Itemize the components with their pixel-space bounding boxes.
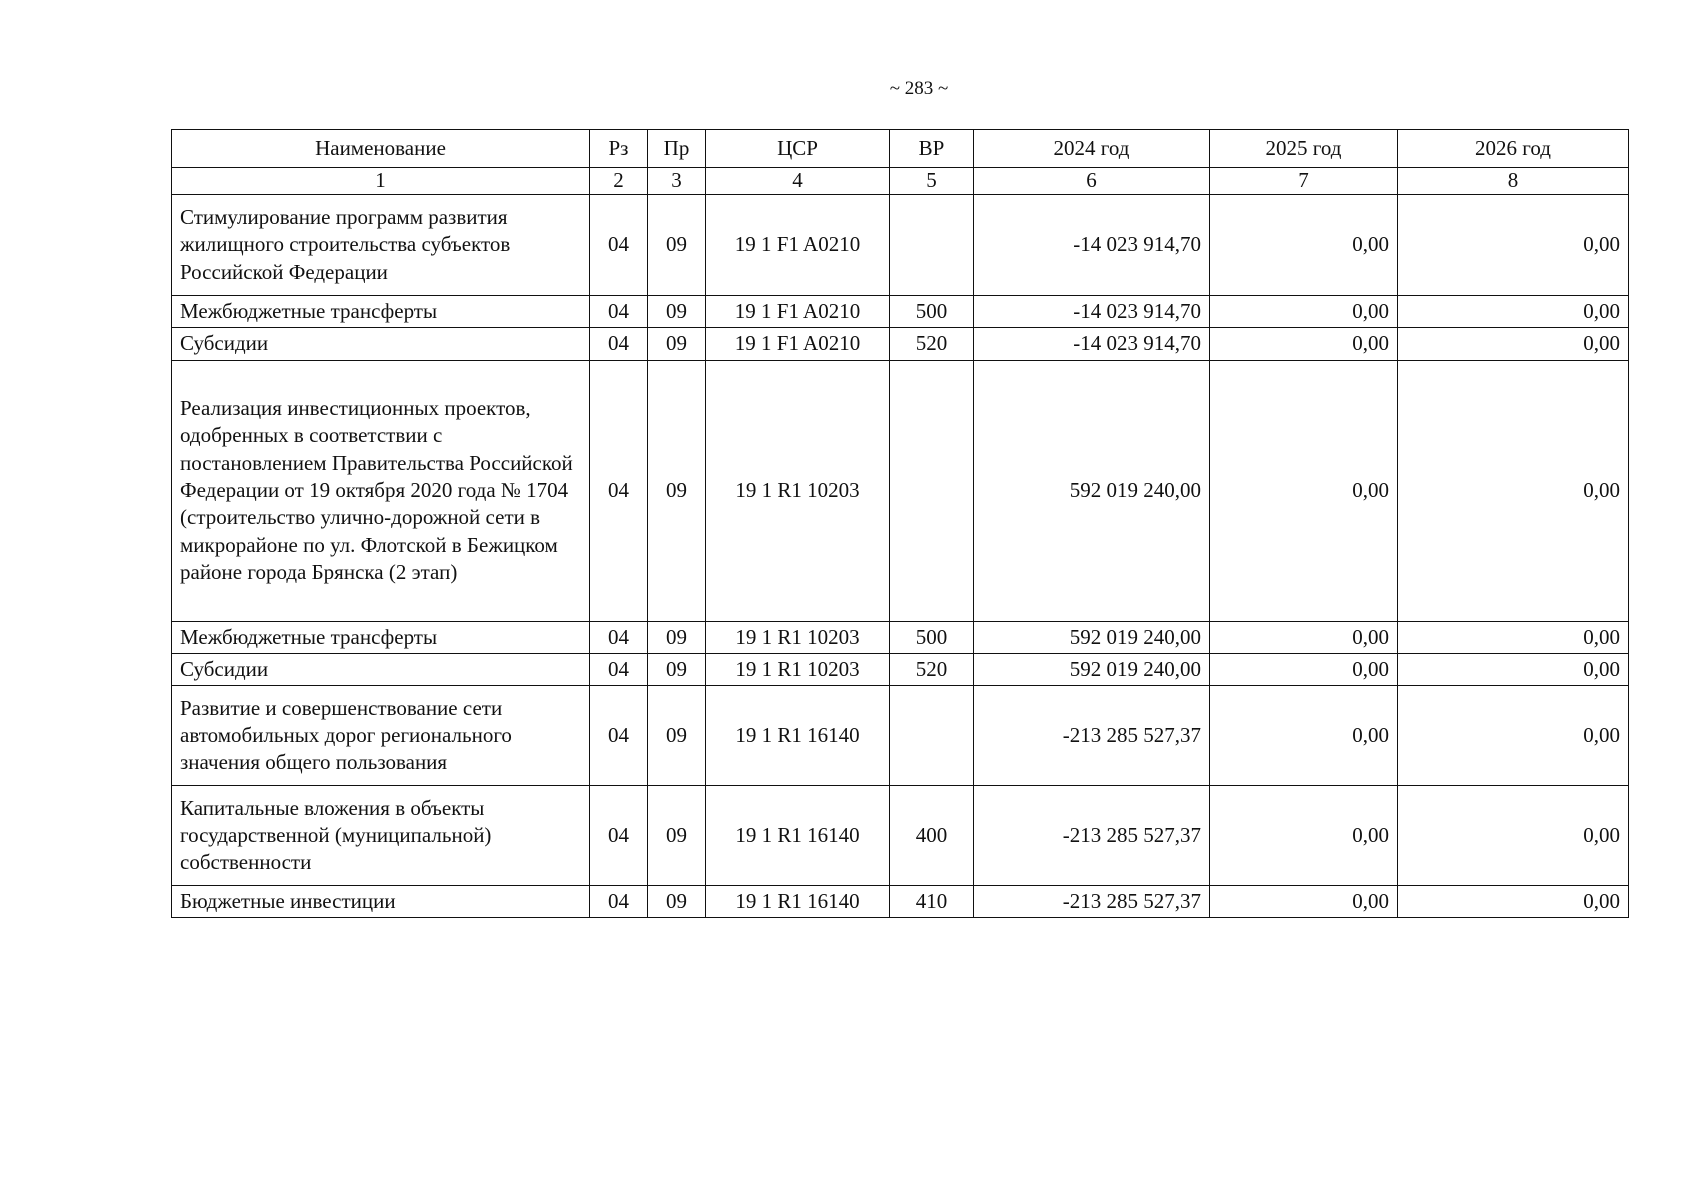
- row-vr: 400: [890, 786, 974, 886]
- row-2024: -213 285 527,37: [974, 786, 1210, 886]
- column-index: 6: [974, 168, 1210, 195]
- header-rz: Рз: [590, 130, 648, 168]
- row-2025: 0,00: [1210, 686, 1398, 786]
- row-rz: 04: [590, 621, 648, 653]
- row-rz: 04: [590, 653, 648, 685]
- row-csr: 19 1 F1 A0210: [706, 328, 890, 360]
- header-2024: 2024 год: [974, 130, 1210, 168]
- row-2026: 0,00: [1398, 328, 1629, 360]
- row-rz: 04: [590, 360, 648, 621]
- row-name: Капитальные вложения в объекты государственной (муниципальной) собственности: [172, 786, 590, 886]
- row-vr: 500: [890, 296, 974, 328]
- row-2025: 0,00: [1210, 653, 1398, 685]
- row-2026: 0,00: [1398, 886, 1629, 918]
- row-csr: 19 1 F1 A0210: [706, 195, 890, 296]
- row-2024: 592 019 240,00: [974, 653, 1210, 685]
- row-2025: 0,00: [1210, 296, 1398, 328]
- row-rz: 04: [590, 886, 648, 918]
- table-row: [172, 653, 1629, 685]
- table-row: [172, 195, 1629, 296]
- row-2026: 0,00: [1398, 195, 1629, 296]
- row-2024: -14 023 914,70: [974, 296, 1210, 328]
- table-row: [172, 786, 1629, 886]
- header-row: [172, 130, 1629, 168]
- row-pr: 09: [648, 653, 706, 685]
- header-csr: ЦСР: [706, 130, 890, 168]
- row-csr: 19 1 R1 16140: [706, 886, 890, 918]
- row-pr: 09: [648, 786, 706, 886]
- row-csr: 19 1 R1 16140: [706, 686, 890, 786]
- column-index-row: [172, 168, 1629, 195]
- header-name: Наименование: [172, 130, 590, 168]
- row-csr: 19 1 R1 10203: [706, 360, 890, 621]
- row-vr: 410: [890, 886, 974, 918]
- row-rz: 04: [590, 686, 648, 786]
- row-rz: 04: [590, 296, 648, 328]
- row-rz: 04: [590, 195, 648, 296]
- row-2026: 0,00: [1398, 786, 1629, 886]
- row-2024: -213 285 527,37: [974, 686, 1210, 786]
- row-pr: 09: [648, 195, 706, 296]
- row-2024: -14 023 914,70: [974, 195, 1210, 296]
- row-2024: 592 019 240,00: [974, 621, 1210, 653]
- row-name: Реализация инвестиционных проектов, одобренных в соответствии с постановлением Правительства Российской Федерации от 19 октября 2020 года № 1704 (строительство улично-дорожной сети в микрорайоне по ул. Флотской в Бежицком районе города Брянска (2 этап): [172, 360, 590, 621]
- header-2026: 2026 год: [1398, 130, 1629, 168]
- row-2025: 0,00: [1210, 360, 1398, 621]
- row-vr: [890, 195, 974, 296]
- column-index: 8: [1398, 168, 1629, 195]
- row-pr: 09: [648, 296, 706, 328]
- row-name: Субсидии: [172, 653, 590, 685]
- row-2024: -14 023 914,70: [974, 328, 1210, 360]
- row-pr: 09: [648, 886, 706, 918]
- row-vr: [890, 360, 974, 621]
- row-rz: 04: [590, 786, 648, 886]
- row-pr: 09: [648, 621, 706, 653]
- row-name: Бюджетные инвестиции: [172, 886, 590, 918]
- header-pr: Пр: [648, 130, 706, 168]
- table-row: [172, 621, 1629, 653]
- row-csr: 19 1 F1 A0210: [706, 296, 890, 328]
- row-pr: 09: [648, 328, 706, 360]
- header-2025: 2025 год: [1210, 130, 1398, 168]
- row-2026: 0,00: [1398, 360, 1629, 621]
- column-index: 2: [590, 168, 648, 195]
- table-row: [172, 360, 1629, 621]
- column-index: 5: [890, 168, 974, 195]
- row-2025: 0,00: [1210, 786, 1398, 886]
- table-row: [172, 686, 1629, 786]
- page-number: ~ 283 ~: [889, 78, 949, 99]
- row-2025: 0,00: [1210, 621, 1398, 653]
- row-2025: 0,00: [1210, 195, 1398, 296]
- row-pr: 09: [648, 360, 706, 621]
- row-2025: 0,00: [1210, 886, 1398, 918]
- row-2026: 0,00: [1398, 686, 1629, 786]
- row-name: Межбюджетные трансферты: [172, 296, 590, 328]
- row-vr: 520: [890, 328, 974, 360]
- row-vr: 500: [890, 621, 974, 653]
- row-csr: 19 1 R1 10203: [706, 621, 890, 653]
- row-vr: 520: [890, 653, 974, 685]
- row-rz: 04: [590, 328, 648, 360]
- row-name: Субсидии: [172, 328, 590, 360]
- column-index: 1: [172, 168, 590, 195]
- header-vr: ВР: [890, 130, 974, 168]
- column-index: 4: [706, 168, 890, 195]
- row-2026: 0,00: [1398, 296, 1629, 328]
- row-csr: 19 1 R1 16140: [706, 786, 890, 886]
- column-index: 7: [1210, 168, 1398, 195]
- row-2026: 0,00: [1398, 621, 1629, 653]
- row-2024: -213 285 527,37: [974, 886, 1210, 918]
- row-pr: 09: [648, 686, 706, 786]
- row-name: Межбюджетные трансферты: [172, 621, 590, 653]
- row-2024: 592 019 240,00: [974, 360, 1210, 621]
- row-2025: 0,00: [1210, 328, 1398, 360]
- table-row: [172, 296, 1629, 328]
- row-2026: 0,00: [1398, 653, 1629, 685]
- table-row: [172, 886, 1629, 918]
- budget-table: [171, 129, 1629, 918]
- table-row: [172, 328, 1629, 360]
- column-index: 3: [648, 168, 706, 195]
- row-vr: [890, 686, 974, 786]
- row-csr: 19 1 R1 10203: [706, 653, 890, 685]
- row-name: Стимулирование программ развития жилищного строительства субъектов Российской Федерации: [172, 195, 590, 296]
- row-name: Развитие и совершенствование сети автомобильных дорог регионального значения общего пользования: [172, 686, 590, 786]
